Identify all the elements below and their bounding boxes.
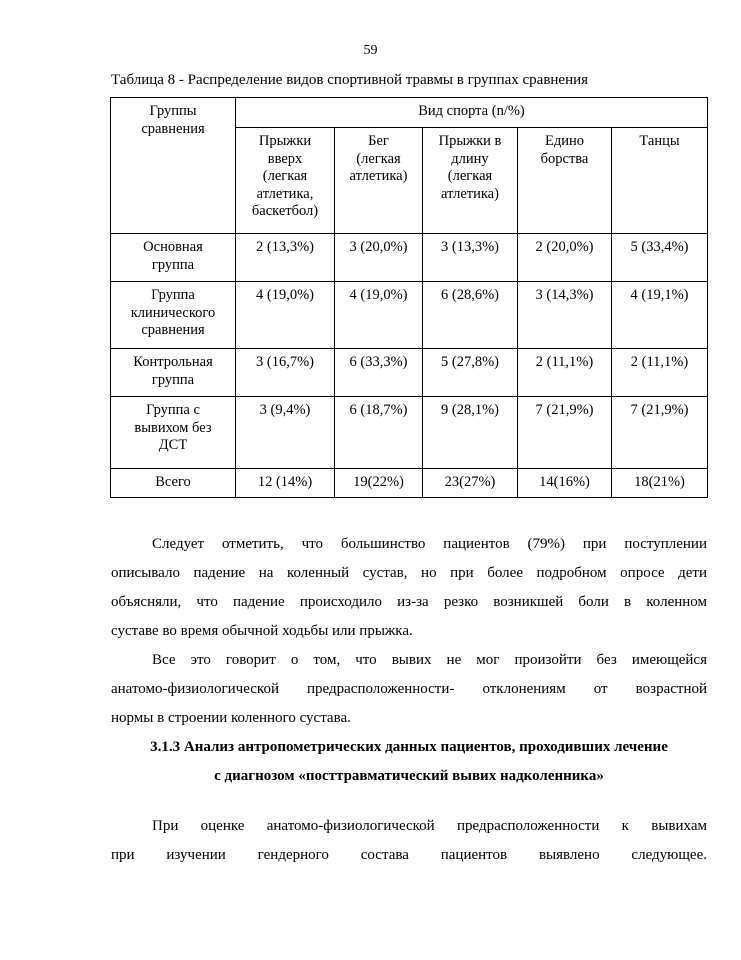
table-cell: 3 (20,0%) <box>335 234 423 282</box>
table-cell: 12 (14%) <box>236 469 335 498</box>
table-row <box>111 397 708 469</box>
table-cell: 2 (11,1%) <box>518 349 612 397</box>
table-cell: 6 (18,7%) <box>335 397 423 469</box>
header-sport-type: Вид спорта (n/%) <box>236 98 708 128</box>
table-cell: 4 (19,1%) <box>612 282 708 349</box>
table-caption: Таблица 8 - Распределение видов спортивной травмы в группах сравнения <box>111 72 589 88</box>
row-group-label: Основная группа <box>111 234 236 282</box>
table-cell: 7 (21,9%) <box>518 397 612 469</box>
table-cell: 2 (13,3%) <box>236 234 335 282</box>
header-running: Бег (легкая атлетика) <box>335 128 423 234</box>
table-cell: 18(21%) <box>612 469 708 498</box>
table-cell: 7 (21,9%) <box>612 397 708 469</box>
table-cell: 5 (27,8%) <box>423 349 518 397</box>
table-row <box>111 282 708 349</box>
table-cell: 14(16%) <box>518 469 612 498</box>
header-martial-arts: Едино борства <box>518 128 612 234</box>
row-group-label: Всего <box>111 469 236 498</box>
table-cell: 9 (28,1%) <box>423 397 518 469</box>
row-group-label: Группа с вывихом без ДСТ <box>111 397 236 469</box>
paragraph-gender: При оценке анатомо-физиологической предрасположенности к вывихам при изучении гендерного состава пациентов выявлено следующее. <box>111 818 707 863</box>
table-cell: 3 (13,3%) <box>423 234 518 282</box>
sport-injury-table <box>110 97 708 498</box>
table-cell: 3 (14,3%) <box>518 282 612 349</box>
table-cell: 4 (19,0%) <box>236 282 335 349</box>
table-cell: 6 (33,3%) <box>335 349 423 397</box>
header-high-jump: Прыжки вверх (легкая атлетика, баскетбол) <box>236 128 335 234</box>
table-cell: 23(27%) <box>423 469 518 498</box>
table-cell: 19(22%) <box>335 469 423 498</box>
page-number: 59 <box>363 43 378 58</box>
paragraph-predisposition: Все это говорит о том, что вывих не мог произойти без имеющейся анатомо-физиологической предрасположенности- отклонениям от возрастной нормы в строении коленного сустава. <box>111 652 707 726</box>
table-row <box>111 349 708 397</box>
row-group-label: Контрольная группа <box>111 349 236 397</box>
table-cell: 2 (11,1%) <box>612 349 708 397</box>
table-cell: 6 (28,6%) <box>423 282 518 349</box>
row-group-label: Группа клинического сравнения <box>111 282 236 349</box>
header-long-jump: Прыжки в длину (легкая атлетика) <box>423 128 518 234</box>
table-cell: 5 (33,4%) <box>612 234 708 282</box>
table-row-total <box>111 469 708 498</box>
table-cell: 3 (16,7%) <box>236 349 335 397</box>
table-row <box>111 234 708 282</box>
table-cell: 2 (20,0%) <box>518 234 612 282</box>
header-groups: Группы сравнения <box>111 98 236 234</box>
section-heading: 3.1.3 Анализ антропометрических данных пациентов, проходивших лечение с диагнозом «посттравматический вывих надколенника» <box>150 739 668 784</box>
header-dance: Танцы <box>612 128 708 234</box>
table-cell: 4 (19,0%) <box>335 282 423 349</box>
table-cell: 3 (9,4%) <box>236 397 335 469</box>
paragraph-falls: Следует отметить, что большинство пациентов (79%) при поступлении описывало падение на коленный сустав, но при более подробном опросе дети объясняли, что падение происходило из-за резко возникшей боли в коленном суставе во время обычной ходьбы или прыжка. <box>111 536 707 639</box>
